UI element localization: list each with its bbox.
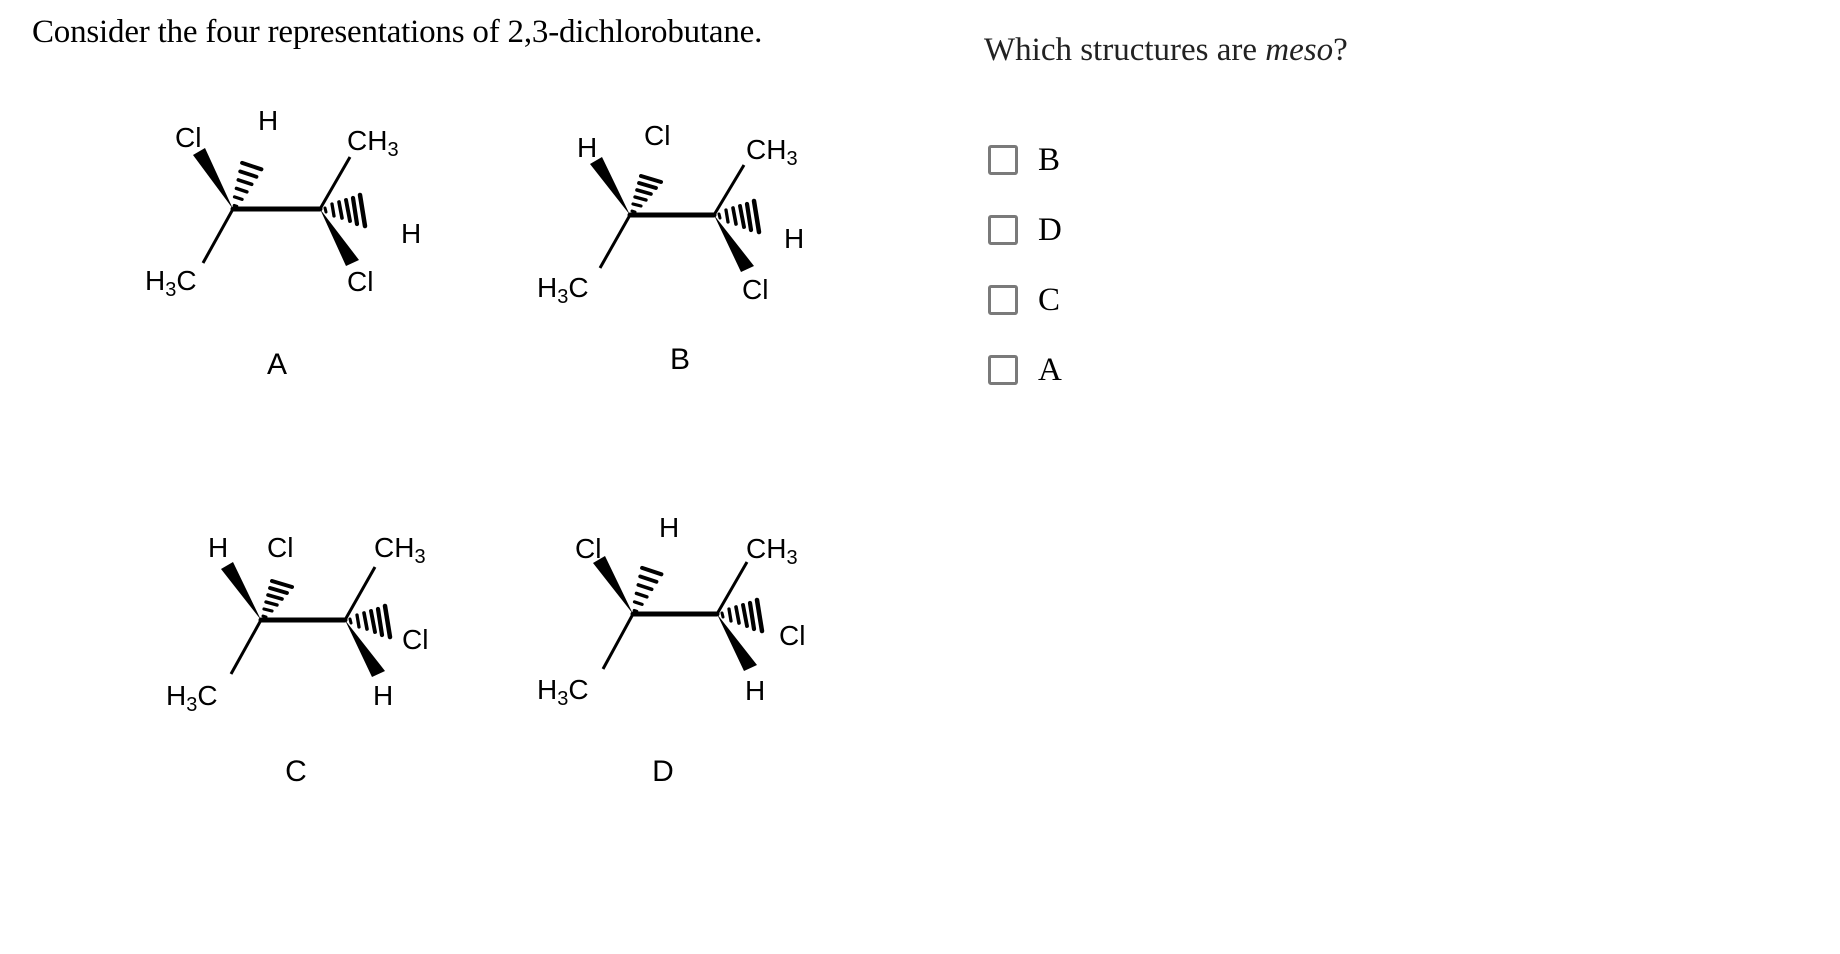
substituent-label: H: [659, 512, 680, 543]
substituent-label: $H_3C$: [537, 272, 589, 308]
substituent-label: Cl: [644, 120, 671, 151]
substituent-label: $CH_3$: [347, 125, 399, 161]
substituent-label: H: [373, 680, 394, 711]
substituent-label: H: [401, 218, 422, 249]
wedge-bond: [320, 209, 359, 266]
option-b[interactable]: [988, 125, 1062, 195]
wedge-bond: [590, 157, 630, 215]
structure-a: [145, 105, 421, 381]
substituent-label: H: [208, 532, 229, 563]
bond-c2-methyl: [203, 209, 233, 263]
substituent-label: Cl: [575, 533, 602, 564]
hash-bond: [234, 163, 261, 206]
substituent-label: Cl: [742, 274, 769, 305]
wedge-bond: [193, 148, 233, 209]
substituent-label: Cl: [347, 266, 374, 297]
structure-b: [537, 120, 804, 376]
hash-bond: [263, 581, 292, 617]
question-emphasis: meso: [1265, 32, 1334, 68]
structure-label: C: [285, 755, 307, 788]
prompt-text: Consider the four representations of 2,3-dichlorobutane.: [32, 14, 763, 50]
option-checkbox[interactable]: [988, 285, 1018, 315]
substituent-label: $CH_3$: [746, 134, 798, 170]
substituent-label: Cl: [267, 532, 294, 563]
option-checkbox[interactable]: [988, 355, 1018, 385]
option-label: A: [1038, 351, 1062, 388]
substituent-label: Cl: [779, 620, 806, 651]
bond-c2-methyl: [603, 614, 633, 669]
substituent-label: $H_3C$: [145, 265, 197, 301]
option-checkbox[interactable]: [988, 215, 1018, 245]
question-text: [984, 32, 1348, 69]
option-label: D: [1038, 211, 1062, 248]
substituent-label: Cl: [175, 122, 202, 153]
option-checkbox[interactable]: [988, 145, 1018, 175]
hash-bond: [722, 600, 762, 631]
hash-bond: [632, 176, 661, 212]
hash-bond: [719, 201, 759, 232]
question-suffix: ?: [1333, 32, 1348, 68]
question-prefix: Which structures are: [984, 32, 1266, 68]
option-label: C: [1038, 281, 1061, 318]
structure-label: B: [669, 343, 691, 376]
substituent-label: H: [258, 105, 279, 136]
substituent-label: H: [784, 223, 805, 254]
hash-bond: [325, 195, 365, 226]
structure-label: A: [266, 348, 288, 381]
option-a[interactable]: [988, 335, 1062, 405]
hash-bond: [634, 568, 661, 611]
option-d[interactable]: [988, 195, 1062, 265]
structure-d: [537, 512, 805, 788]
structure-label: D: [652, 755, 674, 788]
answer-options: [988, 125, 1062, 405]
structure-c: [166, 532, 428, 788]
bond-c2-methyl: [600, 215, 630, 268]
hash-bond: [350, 606, 390, 637]
wedge-bond: [593, 556, 633, 614]
substituent-label: $CH_3$: [746, 533, 798, 569]
bond-c2-methyl: [231, 620, 261, 674]
substituent-label: Cl: [402, 624, 429, 655]
wedge-bond: [221, 562, 261, 620]
substituent-label: H: [577, 132, 598, 163]
option-label: B: [1038, 141, 1061, 178]
substituent-label: H: [745, 675, 766, 706]
substituent-label: $H_3C$: [537, 674, 589, 710]
substituent-label: $H_3C$: [166, 680, 218, 716]
substituent-label: $CH_3$: [374, 532, 426, 568]
option-c[interactable]: [988, 265, 1062, 335]
